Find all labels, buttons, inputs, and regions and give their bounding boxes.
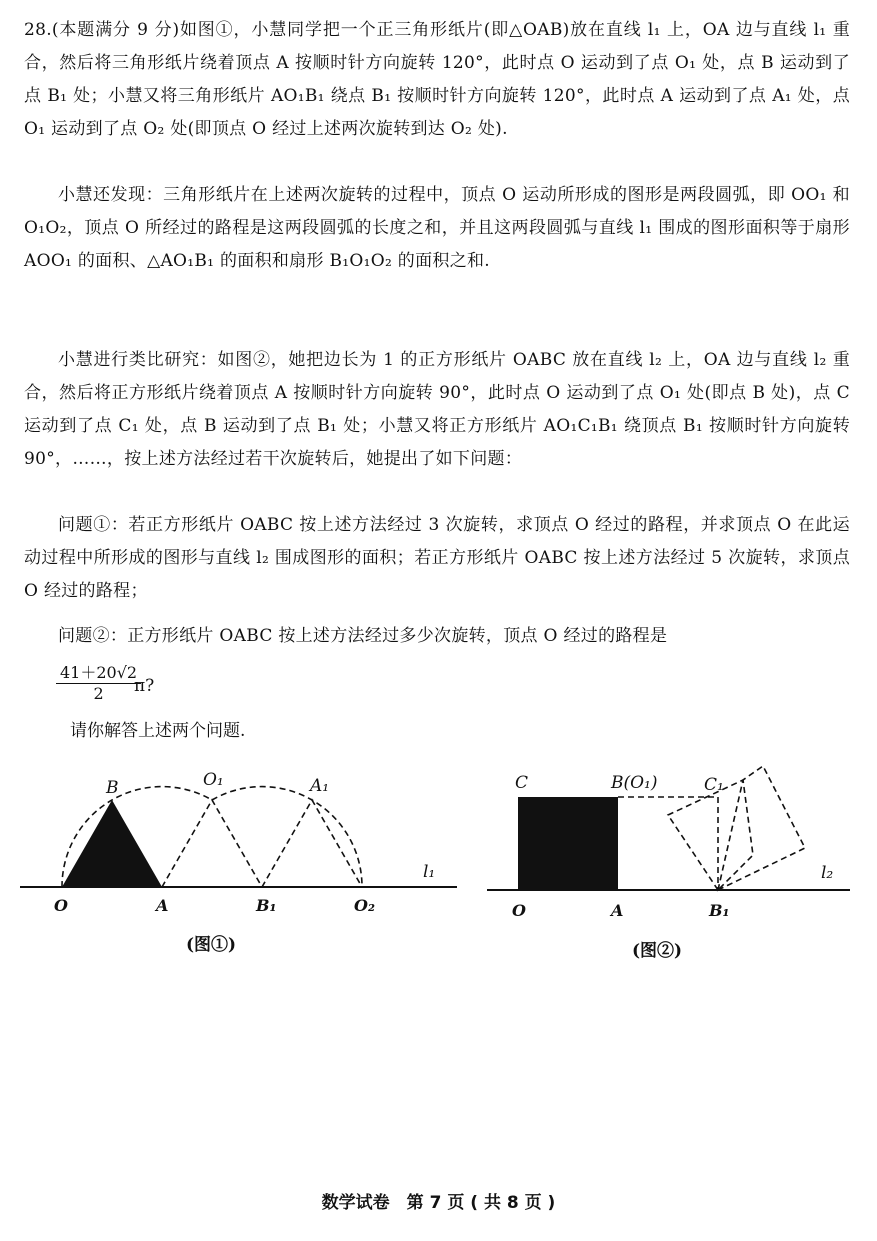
fraction-numerator: 41＋20√2 [56,660,141,684]
question-1: 问题①：若正方形纸片 OABC 按上述方法经过 3 次旋转，求顶点 O 经过的路程，并求顶点 O 在此运动过程中所形成的图形与直线 l₂ 围成图形的面积；若正方形纸片 OABC 按上述方法经过 5 次旋转，求顶点 O 经过的路程； [24,515,850,601]
figure-2-square-rotation [485,760,855,920]
label-o2: O₂ [354,896,375,915]
figure-1-caption: (图①) [186,935,237,955]
problem-intro: 28.(本题满分 9 分)如图①，小慧同学把一个正三角形纸片(即△OAB)放在直线 l₁ 上，OA 边与直线 l₁ 重合，然后将三角形纸片绕着顶点 A 按顺时针方向旋转 120°，此时点 O 运动到了点 O₁ 处，点 B 运动到了点 B₁ 处；小慧又将三角形纸片 AO₁B₁ 绕点 B₁ 按顺时针方向旋转 120°，此时点 A 运动到了点 A₁ 处，点 O₁ 运动到了点 O₂ 处(即顶点 O 经过上述两次旋转到达 O₂ 处). [24,20,850,139]
label-o1: O₁ [203,770,224,790]
label-a: A [611,901,624,920]
square-oabc [518,797,618,890]
problem-observation: 小慧还发现：三角形纸片在上述两次旋转的过程中，顶点 O 运动所形成的图形是两段圆弧，即 OO₁ 和 O₁O₂，顶点 O 所经过的路程是这两段圆弧的长度之和，并且这两段圆弧与直线 l₁ 围成的图形面积等于扇形 AOO₁ 的面积、△AO₁B₁ 的面积和扇形 B₁O₁O₂ 的面积之和. [24,185,850,271]
label-b: B [106,778,119,798]
page-footer: 数学试卷 第 7 页 ( 共 8 页 ) [321,1193,556,1213]
label-b1: B₁ [256,896,277,915]
label-b1: B₁ [709,901,730,920]
triangle-b1a1o2 [262,800,362,887]
arc-o1-o2 [212,787,362,887]
label-a1: A₁ [310,776,330,796]
triangle-ao1b1 [162,800,262,887]
path-length-fraction [56,660,141,703]
label-c: C [515,773,529,793]
problem-analogy: 小慧进行类比研究：如图②，她把边长为 1 的正方形纸片 OABC 放在直线 l₂ 上，OA 边与直线 l₂ 重合，然后将正方形纸片绕着顶点 A 按顺时针方向旋转 90°，此时点 O 运动到了点 O₁ 处(即点 B 处)，点 C 运动到了点 C₁ 处，点 B 运动到了点 B₁ 处；小慧又将正方形纸片 AO₁C₁B₁ 绕顶点 B₁ 按顺时针方向旋转 90°，……，按上述方法经过若干次旋转后，她提出了如下问题： [24,350,850,469]
label-c1: C₁ [704,775,724,795]
figure-1-triangle-rotation [20,765,460,925]
label-o: O [54,896,68,915]
fraction-denominator: 2 [93,684,104,703]
instruction: 请你解答上述两个问题. [70,721,246,741]
figure-2-caption: (图②) [632,941,683,961]
triangle-oab [62,800,162,887]
fraction-tail: π? [134,676,155,696]
question-2: 问题②：正方形纸片 OABC 按上述方法经过多少次旋转，顶点 O 经过的路程是 [58,626,668,646]
label-l2: l₂ [821,863,834,883]
label-o: O [512,901,526,920]
label-l1: l₁ [423,862,436,882]
label-a: A [156,896,169,915]
square-ao1c1b1 [618,797,718,890]
label-b-o1: B(O₁) [611,773,658,793]
square-rotated-2 [718,766,805,890]
